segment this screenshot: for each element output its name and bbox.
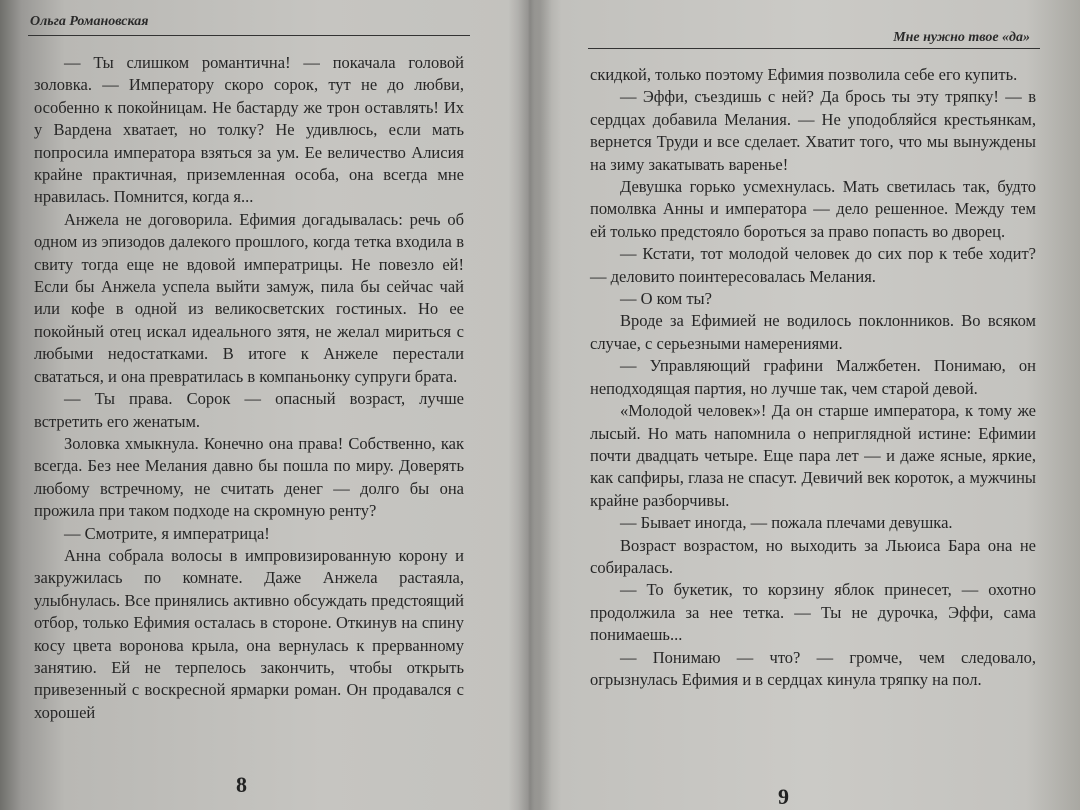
- paragraph: — Управляющий графини Малжбетен. Понимаю, он неподходящая партия, но лучше так, чем старой девой.: [590, 356, 1036, 398]
- author-running-head: Ольга Романовская: [30, 14, 149, 29]
- paragraph: — Смотрите, я императрица!: [64, 523, 270, 543]
- paragraph: Девушка горько усмехнулась. Мать светилась так, будто помолвка Анны и императора — дело решенное. Между тем ей только предстояло бороться за право попасть во дворец.: [590, 177, 1036, 241]
- paragraph: — Ты права. Сорок — опасный возраст, лучше встретить его женатым.: [34, 389, 464, 431]
- paragraph: Анна собрала волосы в импровизированную корону и закружилась по комнате. Даже Анжела растаяла, улыбнулась. Все принялись активно обсуждать предстоящий отбор, только Ефимия осталась в стороне. Откинув на спину косу цвета воронова крыла, она вернулась к прерванному занятию. Ей не терпелось закончить, чтобы открыть привезенный с воскресной ярмарки роман. Он продавался с хорошей: [34, 545, 464, 722]
- paragraph: — Понимаю — что? — громче, чем следовало, огрызнулась Ефимия и в сердцах кинула тряпку на пол.: [590, 647, 1036, 689]
- right-page: [540, 0, 1080, 810]
- paragraph: «Молодой человек»! Да он старше императора, к тому же лысый. Но мать напомнила о неприглядной истине: Ефимии почти двадцать четыре. Еще пара лет — и даже ясные, яркие, как сапфиры, глаза не спасут. Девичий век короток, а мужчины крайне разборчивы.: [590, 401, 1036, 510]
- page-number-left: 8: [236, 772, 247, 797]
- paragraph: — Бывает иногда, — пожала плечами девушка.: [620, 513, 953, 533]
- header-rule: [588, 48, 1040, 49]
- paragraph: — Ты слишком романтична! — покачала головой золовка. — Императору скоро сорок, тут не до любви, особенно к покойницам. Не бастарду же трон оставлять! Их у Вардена хватает, но толку? Не удивлюсь, если мать попросила императора взяться за ум. Ее величество Алисия крайне практичная, приземленная особа, она всегда мне нравилась. Помнится, когда я...: [34, 53, 464, 207]
- paragraph: — Кстати, тот молодой человек до сих пор к тебе ходит? — деловито поинтересовалась Мелания.: [590, 244, 1036, 286]
- paragraph: — Эффи, съездишь с ней? Да брось ты эту тряпку! — в сердцах добавила Мелания. — Не уподобляйся крестьянкам, вернется Труди и все сделает. Хватит того, что мы вынуждены на зиму закатывать варенье!: [590, 87, 1036, 174]
- header-rule: [28, 35, 470, 36]
- left-page: [0, 0, 520, 810]
- paragraph: Анжела не договорила. Ефимия догадывалась: речь об одном из эпизодов далекого прошлого, когда тетка входила в свиту тогда еще не вдовой императрицы. Не повезло ей! Если бы Анжела успела выйти замуж, пила бы сейчас чай или кофе в одной из великосветских гостиных. Но ее покойный отец искал идеального зятя, не желал мириться с любыми недостатками. В итоге к Анжеле перестали свататься, и она превратилась в компаньонку супруги брата.: [34, 209, 464, 386]
- paragraph: — То букетик, то корзину яблок принесет, — охотно продолжила за нее тетка. — Ты не дурочка, Эффи, сама понимаешь...: [590, 580, 1036, 645]
- page-number-right: 9: [778, 784, 789, 809]
- paragraph-continuation: скидкой, только поэтому Ефимия позволила себе его купить.: [590, 65, 1018, 84]
- paragraph: Золовка хмыкнула. Конечно она права! Собственно, как всегда. Без нее Мелания давно бы пошла по миру. Доверять любому встречному, не считать денег — долго бы она прожила при таком подходе на скромную ренту?: [34, 433, 464, 521]
- paragraph: — О ком ты?: [620, 289, 712, 309]
- left-page-text: [34, 52, 464, 724]
- title-running-head: Мне нужно твое «да»: [893, 30, 1030, 45]
- paragraph: Возраст возрастом, но выходить за Льюиса Бара она не собиралась.: [590, 535, 1036, 577]
- paragraph: Вроде за Ефимией не водилось поклонников. Во всяком случае, с серьезными намерениями.: [590, 311, 1036, 353]
- right-page-text: [590, 64, 1036, 691]
